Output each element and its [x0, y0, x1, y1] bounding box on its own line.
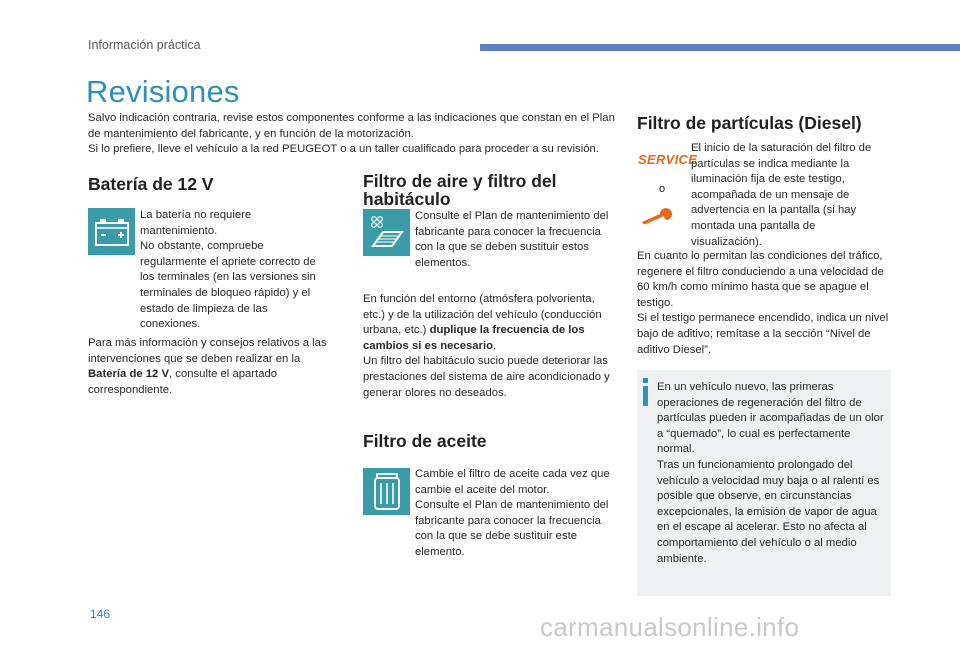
wrench-icon [640, 208, 674, 231]
dpf-text-1: El inicio de la saturación del filtro de partículas se indica mediante la iluminación fija de este testigo, acompañada de un mensaje de advertencia en la pantalla (si hay montada una pantalla de visualización). [691, 142, 872, 248]
battery-text-1: La batería no requiere mantenimiento. [140, 209, 252, 237]
air-filter-heading: Filtro de aire y filtro del habitáculo [363, 171, 557, 209]
section-label: Información práctica [88, 38, 201, 52]
battery-more-info [88, 336, 328, 398]
battery-more-b: Batería de 12 V [88, 368, 170, 381]
air-filter-text-2 [363, 292, 613, 401]
info-note-text-2: Tras un funcionamiento prolongado del vehículo a velocidad muy baja o al ralentí es posible que observe, en circunstancias excepcionales, la emisión de vapor de agua en el escape al acelerar. Esto no afecta al comportamiento del vehículo o al medio ambiente. [657, 458, 880, 565]
air-filter-text-2a: En función del entorno (atmósfera polvorienta, etc.) y de la utilización del vehículo (conducción urbana, etc.) [363, 293, 602, 337]
page-number: 146 [90, 607, 111, 621]
dpf-text-3: Si el testigo permanece encendido, indica un nivel bajo de aditivo; remítase a la sección “Nivel de aditivo Diesel”. [637, 312, 889, 356]
watermark: carmanualsonline.info [540, 612, 800, 642]
intro-text [88, 111, 618, 158]
dpf-heading: Filtro de partículas (Diesel) [637, 113, 862, 133]
air-filter-text-2b: duplique la frecuencia de los cambios si es necesario [363, 324, 585, 352]
dpf-text [637, 249, 891, 358]
page-title: Revisiones [86, 74, 240, 109]
intro-paragraph-1: Salvo indicación contraria, revise estos componentes conforme a las indicaciones que constan en el Plan de mantenimiento del fabricante, y en función de la motorización. [88, 112, 615, 140]
or-label: o [659, 183, 666, 195]
dpf-text-2: En cuanto lo permitan las condiciones del tráfico, regenere el filtro conduciendo a una velocidad de 60 km/h como mínimo hasta que se apague el testigo. [637, 250, 884, 309]
battery-heading: Batería de 12 V [88, 174, 214, 194]
air-filter-text-3: Un filtro del habitáculo sucio puede deteriorar las prestaciones del sistema de aire acondicionado y generar olores no deseados. [363, 355, 610, 399]
oil-filter-text-2: Consulte el Plan de mantenimiento del fabricante para conocer la frecuencia con la que se debe sustituir este elemento. [415, 499, 609, 558]
header-accent-bar [480, 44, 960, 51]
oil-filter-heading: Filtro de aceite [363, 431, 487, 451]
service-warning-icon: SERVICE [638, 152, 698, 167]
info-note-text [657, 380, 887, 567]
info-note-text-1: En un vehículo nuevo, las primeras operaciones de regeneración del filtro de partículas pueden ir acompañadas de un olor a “quemado”, lo cual es perfectamente normal. [657, 381, 884, 456]
air-filter-text-1: Consulte el Plan de mantenimiento del fabricante para conocer la frecuencia con la que se deben sustituir estos elementos. [415, 210, 609, 269]
air-filter-text-2c: . [493, 339, 497, 352]
info-icon [642, 378, 650, 411]
battery-text [140, 208, 330, 333]
oil-filter-text [415, 467, 610, 561]
battery-more-a: Para más información y consejos relativos a las intervenciones que se deben realizar en la [88, 337, 327, 365]
intro-paragraph-2: Si lo prefiere, lleve el vehículo a la red PEUGEOT o a un taller cualificado para proceder a su revisión. [88, 143, 599, 156]
oil-filter-text-1: Cambie el filtro de aceite cada vez que cambie el aceite del motor. [415, 468, 610, 496]
battery-text-2: No obstante, compruebe regularmente el apriete correcto de los terminales (en las versiones sin terminales de bloqueo rápido) y el estado de limpieza de las conexiones. [140, 240, 316, 331]
battery-icon [88, 208, 135, 255]
oil-filter-icon [363, 468, 410, 515]
air-filter-icon [363, 209, 410, 256]
battery-more-c: , consulte el apartado correspondiente. [88, 368, 278, 396]
